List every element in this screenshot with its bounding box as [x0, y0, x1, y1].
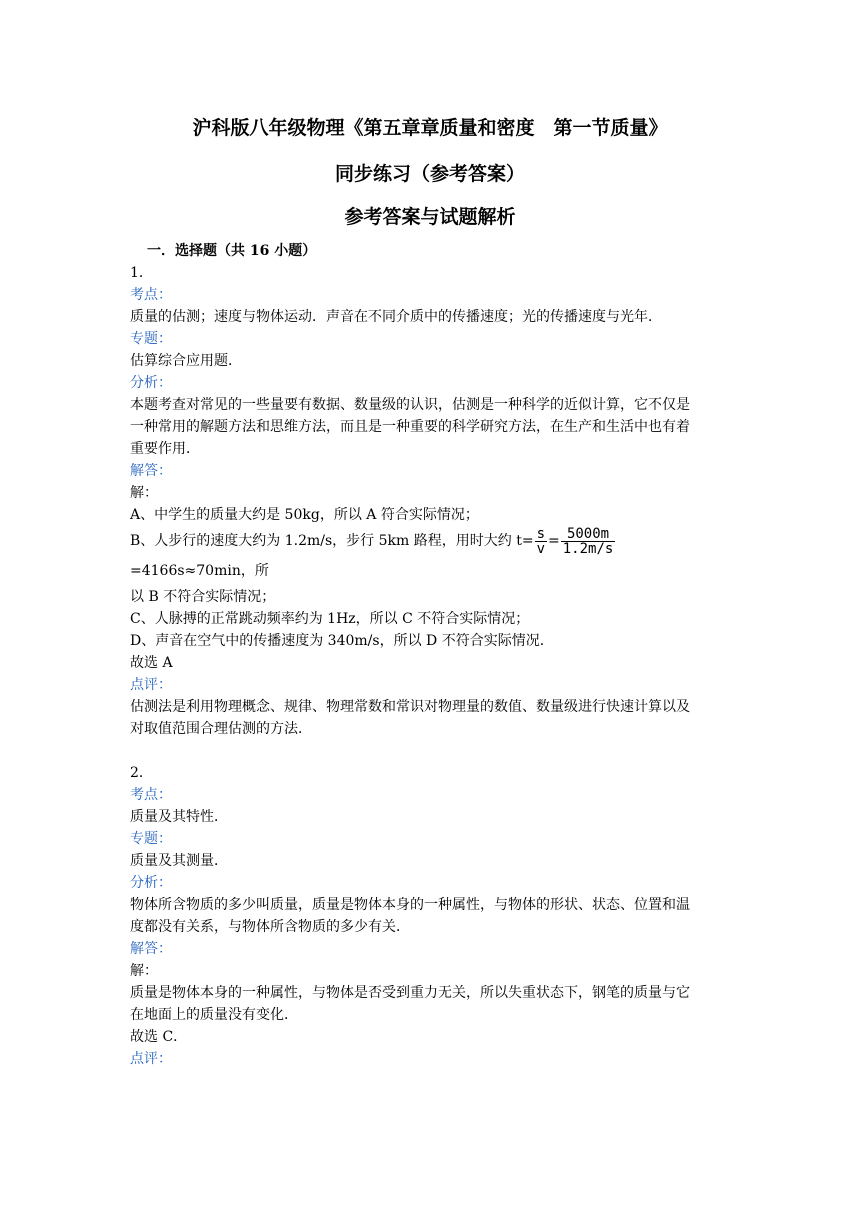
- content-body: [130, 240, 732, 1070]
- q2-jieda-line1: 质量是物体本身的一种属性，与物体是否受到重力无关，所以失重状态下，钢笔的质量与它: [130, 985, 690, 1001]
- section-heading: 一．选择题（共 16 小题）: [147, 243, 317, 259]
- doc-title: 沪科版八年级物理《第五章章质量和密度 第一节质量》: [192, 117, 668, 139]
- spacer: [130, 740, 732, 762]
- q1-zhuanti-label: 专题：: [130, 331, 172, 347]
- q2-answer: 故选 C．: [130, 1029, 188, 1045]
- q2-kaodian-label: 考点：: [130, 787, 172, 803]
- q1-dianping-label: 点评：: [130, 677, 172, 693]
- formula-fraction-sv: [535, 527, 547, 556]
- q1-kaodian: 质量的估测；速度与物体运动．声音在不同介质中的传播速度；光的传播速度与光年．: [130, 309, 662, 325]
- fraction-denominator: v: [536, 540, 545, 557]
- q1-option-b: [130, 526, 732, 586]
- q1-number: 1．: [130, 265, 153, 281]
- q2-number: 2．: [130, 765, 153, 781]
- q1-jieda-label: 解答：: [130, 463, 172, 479]
- fraction-numerator: 5000m: [561, 527, 616, 542]
- fraction-numerator: s: [536, 525, 545, 542]
- q1-option-b-result: =4166s≈70min，所: [130, 563, 269, 579]
- q2-fenxi-label: 分析：: [130, 875, 172, 891]
- q1-answer: 故选 A: [130, 655, 173, 671]
- q1-option-b-text: B、人步行的速度大约为 1.2m/s，步行 5km 路程，用时大约 t=: [130, 533, 534, 549]
- q1-option-a: A、中学生的质量大约是 50kg，所以 A 符合实际情况；: [130, 507, 479, 523]
- q1-fenxi-line3: 重要作用．: [130, 441, 200, 457]
- q2-zhuanti: 质量及其测量．: [130, 853, 228, 869]
- equals-sign: =: [548, 533, 560, 549]
- q1-option-b-cont: 以 B 不符合实际情况；: [130, 589, 276, 605]
- doc-subtitle: 同步练习（参考答案）: [334, 163, 525, 185]
- q1-fenxi-line2: 一种常用的解题方法和思维方法，而且是一种重要的科学研究方法，在生产和生活中也有着: [130, 419, 690, 435]
- q1-kaodian-label: 考点：: [130, 287, 172, 303]
- q2-kaodian: 质量及其特性．: [130, 809, 228, 825]
- fraction-denominator: 1.2m/s: [562, 540, 614, 557]
- q1-zhuanti: 估算综合应用题．: [130, 353, 242, 369]
- q1-fenxi-line1: 本题考查对常见的一些量要有数据、数量级的认识，估测是一种科学的近似计算，它不仅是: [130, 397, 690, 413]
- answers-heading: 参考答案与试题解析: [344, 206, 516, 228]
- q2-zhuanti-label: 专题：: [130, 831, 172, 847]
- q2-jie: 解：: [130, 963, 158, 979]
- q1-option-d: D、声音在空气中的传播速度为 340m/s，所以 D 不符合实际情况．: [130, 633, 554, 649]
- q2-fenxi-line2: 度都没有关系，与物体所含物质的多少有关．: [130, 919, 410, 935]
- q2-fenxi-line1: 物体所含物质的多少叫质量，质量是物体本身的一种属性，与物体的形状、状态、位置和温: [130, 897, 690, 913]
- q2-dianping-label: 点评：: [130, 1051, 172, 1067]
- q2-jieda-label: 解答：: [130, 941, 172, 957]
- q1-dianping-line1: 估测法是利用物理概念、规律、物理常数和常识对物理量的数值、数量级进行快速计算以及: [130, 699, 690, 715]
- q1-option-c: C、人脉搏的正常跳动频率约为 1Hz，所以 C 不符合实际情况；: [130, 611, 530, 627]
- q1-fenxi-label: 分析：: [130, 375, 172, 391]
- q1-jie: 解：: [130, 485, 158, 501]
- q2-jieda-line2: 在地面上的质量没有变化．: [130, 1007, 298, 1023]
- q1-dianping-line2: 对取值范围合理估测的方法．: [130, 721, 312, 737]
- formula-fraction-values: [561, 527, 616, 556]
